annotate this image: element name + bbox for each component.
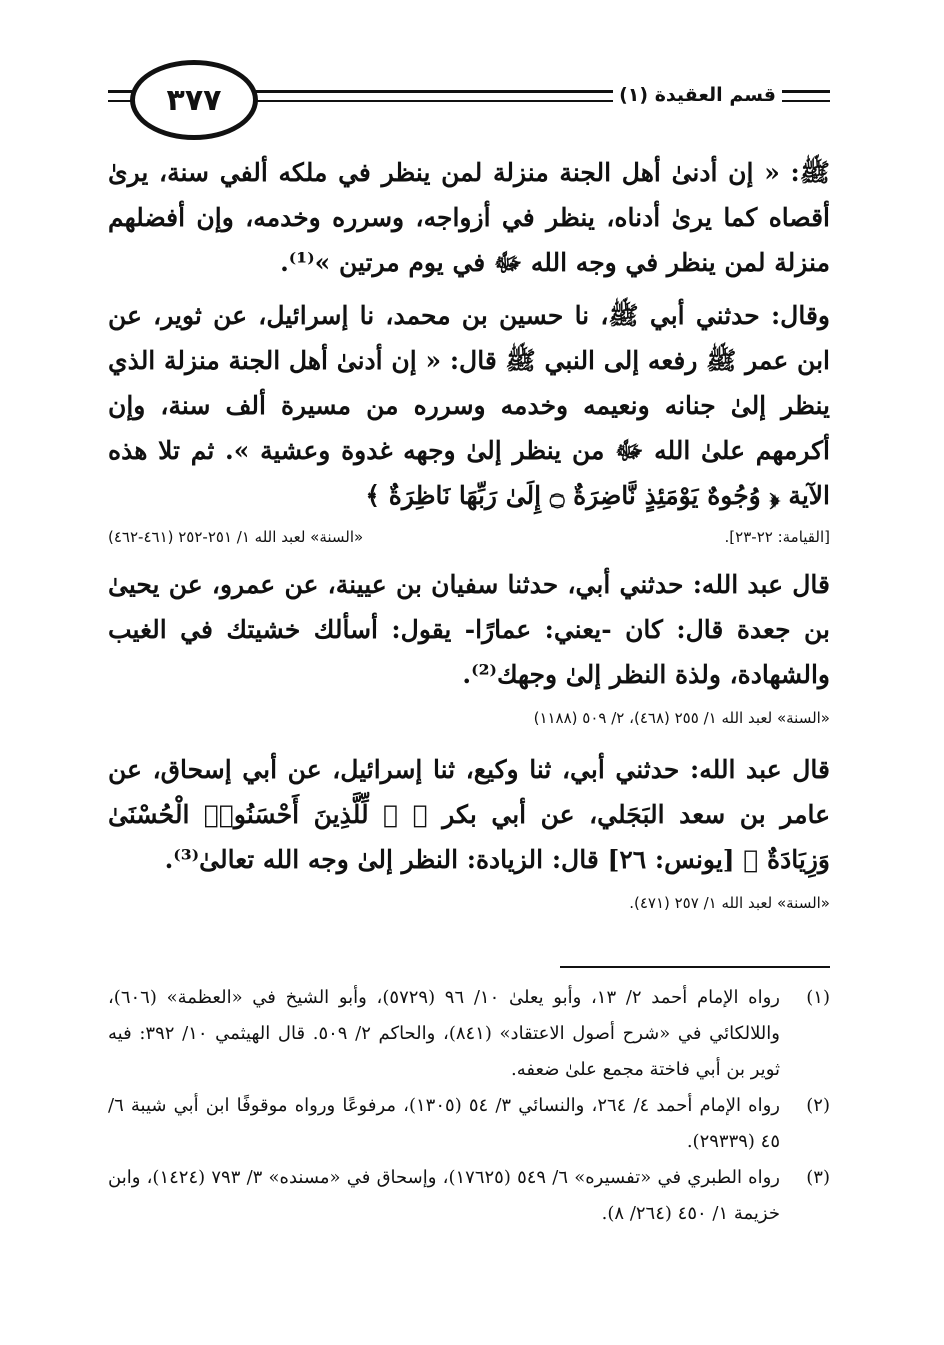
footnote-separator bbox=[560, 966, 830, 968]
paragraph-3: قال عبد الله: حدثني أبي، حدثنا سفيان بن عيينة، عن عمرو، عن يحيىٰ بن جعدة قال: كان -يعني: عمارًا- يقول: أسألك خشيتك في الغيب والشهادة، ولذة النظر إلىٰ وجهك⁽²⁾. bbox=[108, 570, 830, 689]
footnote-number: (١) bbox=[806, 987, 830, 1008]
paragraph-4: قال عبد الله: حدثني أبي، ثنا وكيع، ثنا إسرائيل، عن أبي إسحاق، عن عامر بن سعد البَجَلي، عن أبي بكر ﷺ ﴿ لِّلَّذِينَ أَحْسَنُوا۟ الْحُسْنَىٰ وَزِيَادَةٌ ﴾ [يونس: ٢٦] قال: الزيادة: النظر إلىٰ وجه الله تعالىٰ⁽³⁾. bbox=[108, 755, 830, 874]
reference-1 bbox=[108, 522, 830, 552]
reference-2: «السنة» لعبد الله ١/ ٢٥٥ (٤٦٨)، ٢/ ٥٠٩ (١١٨٨) bbox=[533, 709, 830, 727]
footnote-number: (٣) bbox=[806, 1167, 830, 1188]
page-header bbox=[108, 60, 830, 144]
paragraph-1: ﷺ: « إن أدنىٰ أهل الجنة منزلة لمن ينظر في ملكه ألفي سنة، يرىٰ أقصاه كما يرىٰ أدناه، ينظر في أزواجه، وسرره وخدمه، وإن أفضلهم منزلة لمن ينظر في وجه الله ﷻ في يوم مرتين »⁽¹⁾. bbox=[108, 158, 830, 277]
footnote bbox=[108, 1160, 830, 1232]
footnote bbox=[108, 980, 830, 1088]
footnote bbox=[108, 1088, 830, 1160]
footnotes bbox=[108, 980, 830, 1232]
quran-citation: [القيامة: ٢٢-٢٣]. bbox=[724, 528, 830, 546]
paragraph-2: وقال: حدثني أبي ﷺ، نا حسين بن محمد، نا إسرائيل، عن ثوير، عن ابن عمر ﷺ رفعه إلى النبي ﷺ قال: « إن أدنىٰ أهل الجنة منزلة الذي ينظر إلىٰ جنانه ونعيمه وخدمه وسرره من مسيرة ألف سنة، وإن أكرمهم علىٰ الله ﷻ من ينظر إلىٰ وجهه غدوة وعشية ». ثم تلا هذه الآية ﴿ وُجُوهٌ يَوْمَئِذٍ نَّاضِرَةٌ ۝ إِلَىٰ رَبِّهَا نَاظِرَةٌ ﴾ bbox=[108, 301, 830, 510]
running-title: قسم العقيدة (١) bbox=[613, 84, 782, 106]
footnote-text: رواه الإمام أحمد ٢/ ١٣، وأبو يعلىٰ ١٠/ ٩٦ (٥٧٢٩)، وأبو الشيخ في «العظمة» (٦٠٦)، واللالكائي في «شرح أصول الاعتقاد» (٨٤١)، والحاكم ٢/ ٥٠٩. قال الهيثمي ١٠/ ٣٩٢: فيه ثوير بن أبي فاختة مجمع علىٰ ضعفه. bbox=[108, 987, 780, 1080]
page-number-badge bbox=[130, 60, 258, 140]
footnote-number: (٢) bbox=[806, 1095, 830, 1116]
footnote-text: رواه الطبري في «تفسيره» ٦/ ٥٤٩ (١٧٦٢٥)، وإسحاق في «مسنده» ٣/ ٧٩٣ (١٤٢٤)، وابن خزيمة ١/ ٤٥٠ (٢٦٤/ ٨). bbox=[108, 1167, 780, 1224]
main-text bbox=[108, 150, 830, 932]
footnote-text: رواه الإمام أحمد ٤/ ٢٦٤، والنسائي ٣/ ٥٤ (١٣٠٥)، مرفوعًا ورواه موقوفًا ابن أبي شيبة ٦/ ٤٥ (٢٩٣٣٩). bbox=[108, 1095, 780, 1152]
reference-3: «السنة» لعبد الله ١/ ٢٥٧ (٤٧١). bbox=[629, 894, 830, 912]
page-number: ٣٧٧ bbox=[166, 82, 222, 118]
source-citation: «السنة» لعبد الله ١/ ٢٥١-٢٥٢ (٤٦١-٤٦٢) bbox=[108, 528, 364, 546]
